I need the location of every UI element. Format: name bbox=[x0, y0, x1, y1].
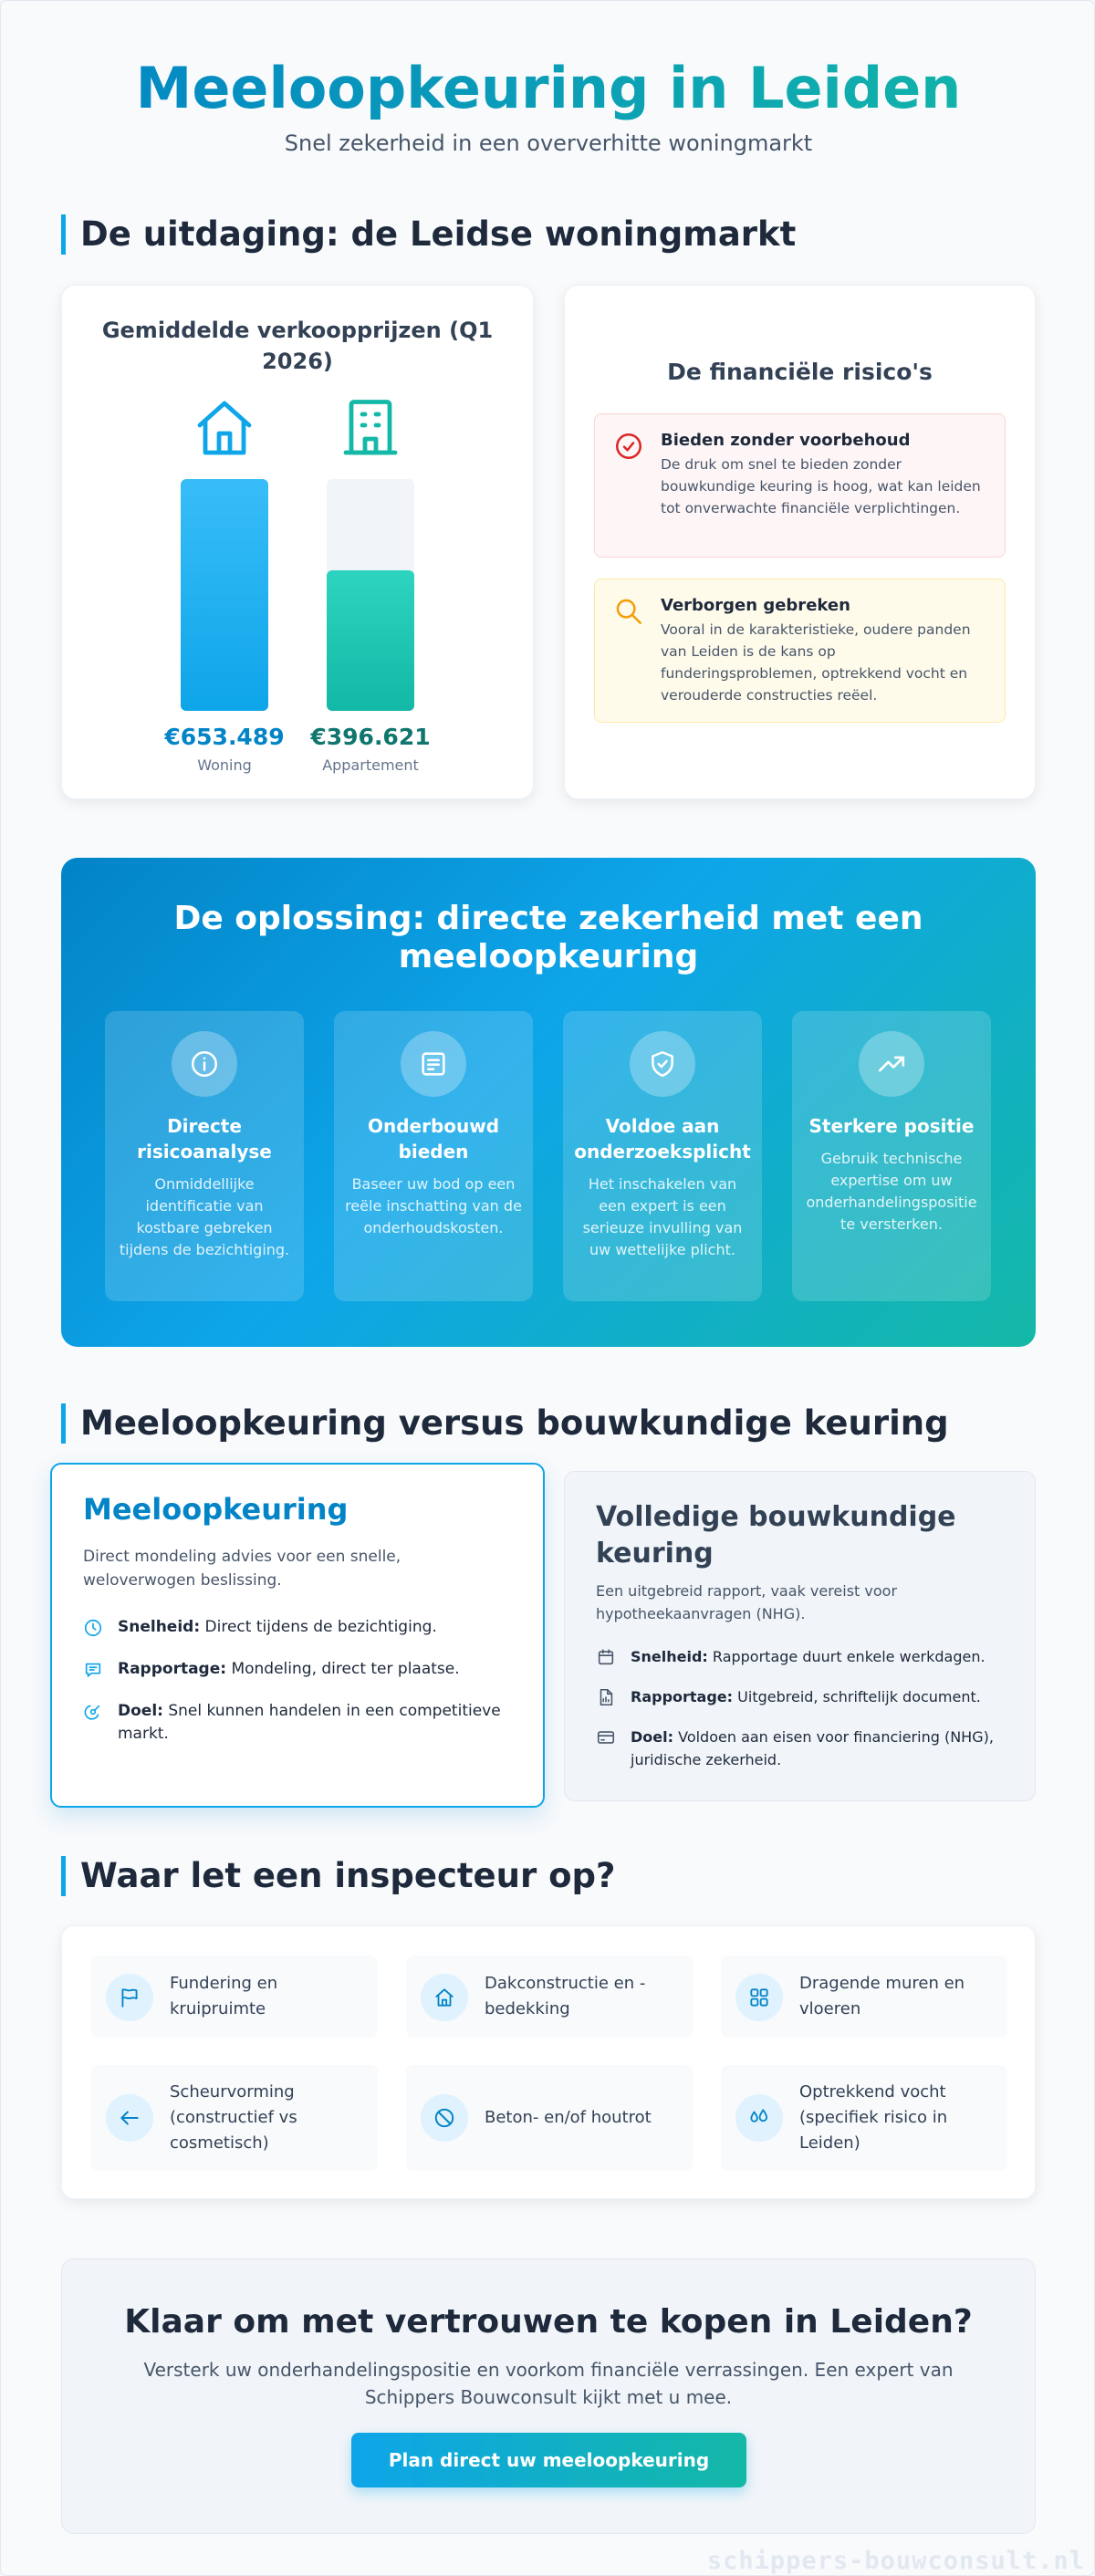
row-label: Snelheid: bbox=[118, 1618, 201, 1636]
page-title: Meeloopkeuring in Leiden bbox=[1, 54, 1095, 123]
comparison-row-rapportage bbox=[596, 1685, 1011, 1708]
solution-card-title: Directe risicoanalyse bbox=[137, 1115, 272, 1163]
comparison-card-title: Meeloopkeuring bbox=[83, 1492, 349, 1527]
plan-meeloopkeuring-button[interactable]: Plan direct uw meeloopkeuring bbox=[351, 2433, 746, 2487]
solution-card-text: Gebruik technische expertise om uw onderhandelingspositie te versterken. bbox=[806, 1150, 977, 1233]
info-icon bbox=[189, 1048, 220, 1079]
apartment-building-icon bbox=[338, 395, 403, 461]
grid-icon bbox=[747, 1986, 771, 2009]
row-text: Uitgebreid, schriftelijk document. bbox=[737, 1688, 981, 1705]
bar-track bbox=[181, 479, 268, 711]
comparison-row-snelheid bbox=[83, 1616, 519, 1639]
bar-woning bbox=[181, 479, 268, 711]
inspector-icon-circle bbox=[106, 1974, 153, 2021]
solution-icon-circle bbox=[401, 1031, 466, 1097]
section-heading-inspector: Waar let een inspecteur op? bbox=[61, 1856, 616, 1896]
comparison-card-bouwkundige-keuring bbox=[564, 1471, 1036, 1801]
credit-card-icon bbox=[596, 1727, 616, 1747]
cta-text: Versterk uw onderhandelingspositie en voorkom financiële verrassingen. Een expert van Schippers Bouwconsult kijkt met u mee. bbox=[143, 2359, 954, 2408]
ban-icon bbox=[433, 2106, 456, 2130]
house-icon bbox=[192, 395, 257, 461]
cta-title: Klaar om met vertrouwen te kopen in Leiden? bbox=[124, 2303, 973, 2341]
risk-item-bieden bbox=[594, 413, 1006, 558]
flag-icon bbox=[118, 1986, 141, 2009]
solution-card-title: Sterkere positie bbox=[808, 1115, 975, 1137]
droplets-icon bbox=[747, 2106, 771, 2130]
risk-title: Verborgen gebreken bbox=[661, 596, 850, 615]
solution-section bbox=[61, 858, 1036, 1347]
comparison-card-description: Een uitgebreid rapport, vaak vereist voor hypotheekaanvragen (NHG). bbox=[596, 1582, 898, 1622]
check-circle-icon bbox=[613, 431, 644, 462]
inspector-item-rot bbox=[406, 2065, 693, 2171]
inspector-checklist-card bbox=[61, 1925, 1036, 2199]
inspector-item-scheurvorming bbox=[91, 2065, 378, 2171]
solution-card-text: Onmiddellijke identificatie van kostbare gebreken tijdens de bezichtiging. bbox=[119, 1175, 290, 1258]
solution-card-text: Het inschakelen van een expert is een serieuze invulling van uw wettelijke plicht. bbox=[582, 1175, 743, 1258]
inspector-item-muren bbox=[721, 1955, 1007, 2038]
risk-title: Bieden zonder voorbehoud bbox=[661, 431, 911, 450]
trending-up-icon bbox=[876, 1048, 907, 1079]
risks-title: De financiële risico's bbox=[667, 359, 933, 385]
row-text: Mondeling, direct ter plaatse. bbox=[231, 1660, 460, 1678]
section-heading-challenge: De uitdaging: de Leidse woningmarkt bbox=[61, 214, 796, 255]
bar-category-label: Woning bbox=[197, 756, 252, 774]
comparison-row-doel bbox=[83, 1700, 519, 1746]
financial-risks-card bbox=[564, 285, 1036, 799]
site-watermark: schippers-bouwconsult.nl bbox=[706, 2547, 1085, 2575]
inspector-icon-circle bbox=[735, 1974, 783, 2021]
solution-heading: De oplossing: directe zekerheid met een meeloopkeuring bbox=[173, 900, 923, 975]
solution-card-title: Voldoe aan onderzoeksplicht bbox=[574, 1115, 751, 1163]
inspector-item-fundering bbox=[91, 1955, 378, 2038]
row-label: Doel: bbox=[631, 1728, 674, 1746]
row-text: Direct tijdens de bezichtiging. bbox=[204, 1618, 437, 1636]
risk-text: Vooral in de karakteristieke, oudere panden van Leiden is de kans op funderingsproblemen, optrekkend vocht en verouderde constructies reëel. bbox=[661, 621, 971, 704]
cta-section bbox=[61, 2258, 1036, 2534]
risk-item-gebreken bbox=[594, 579, 1006, 723]
comparison-row-doel bbox=[596, 1726, 1011, 1771]
inspector-item-label: Fundering en kruipruimte bbox=[170, 1974, 278, 2018]
page-subtitle: Snel zekerheid in een oververhitte woningmarkt bbox=[284, 130, 813, 156]
document-icon bbox=[418, 1048, 449, 1079]
chart-title: Gemiddelde verkoopprijzen (Q1 2026) bbox=[101, 318, 494, 374]
row-label: Snelheid: bbox=[631, 1648, 708, 1665]
shield-check-icon bbox=[647, 1048, 678, 1079]
solution-card-bieden bbox=[334, 1011, 533, 1301]
inspector-icon-circle bbox=[735, 2094, 783, 2142]
comparison-card-title: Volledige bouwkundige keuring bbox=[596, 1501, 956, 1570]
price-chart-card bbox=[61, 285, 534, 799]
bar-appartement bbox=[327, 570, 414, 711]
inspector-icon-circle bbox=[106, 2094, 153, 2142]
row-label: Doel: bbox=[118, 1702, 163, 1720]
inspector-item-label: Dragende muren en vloeren bbox=[799, 1974, 965, 2018]
row-text: Voldoen aan eisen voor financiering (NHG), juridische zekerheid. bbox=[631, 1728, 994, 1768]
calendar-icon bbox=[596, 1647, 616, 1667]
inspector-item-label: Beton- en/of houtrot bbox=[485, 2108, 652, 2127]
inspector-icon-circle bbox=[421, 2094, 468, 2142]
solution-icon-circle bbox=[172, 1031, 237, 1097]
bar-track bbox=[327, 479, 414, 711]
inspector-item-label: Dakconstructie en -bedekking bbox=[485, 1974, 646, 2018]
clock-icon bbox=[83, 1618, 103, 1638]
comparison-row-snelheid bbox=[596, 1645, 1011, 1668]
section-heading-comparison: Meeloopkeuring versus bouwkundige keuring bbox=[61, 1403, 949, 1444]
bar-category-label: Appartement bbox=[322, 756, 419, 774]
row-label: Rapportage: bbox=[631, 1688, 734, 1705]
inspector-item-label: Optrekkend vocht (specifiek risico in Leiden) bbox=[799, 2082, 948, 2153]
comparison-card-description: Direct mondeling advies voor een snelle, weloverwogen beslissing. bbox=[83, 1548, 402, 1590]
row-text: Rapportage duurt enkele werkdagen. bbox=[712, 1648, 986, 1665]
inspector-item-vocht bbox=[721, 2065, 1007, 2171]
inspector-item-label: Scheurvorming (constructief vs cosmetisch) bbox=[170, 2082, 297, 2153]
comparison-card-meeloopkeuring bbox=[50, 1463, 545, 1808]
arrow-left-icon bbox=[118, 2106, 141, 2130]
solution-icon-circle bbox=[859, 1031, 924, 1097]
solution-card-title: Onderbouwd bieden bbox=[367, 1115, 500, 1163]
inspector-item-dak bbox=[406, 1955, 693, 2038]
comparison-row-rapportage bbox=[83, 1658, 519, 1681]
file-icon bbox=[596, 1687, 616, 1707]
row-text: Snel kunnen handelen in een competitieve markt. bbox=[118, 1702, 501, 1743]
solution-icon-circle bbox=[630, 1031, 695, 1097]
risk-text: De druk om snel te bieden zonder bouwkundige keuring is hoog, wat kan leiden tot onverwachte financiële verplichtingen. bbox=[661, 456, 981, 516]
bar-value-label: €396.621 bbox=[310, 724, 431, 750]
row-label: Rapportage: bbox=[118, 1660, 227, 1678]
home-icon bbox=[433, 1986, 456, 2009]
solution-card-onderzoeksplicht bbox=[563, 1011, 762, 1301]
bar-value-label: €653.489 bbox=[164, 724, 285, 750]
solution-card-risicoanalyse bbox=[105, 1011, 304, 1301]
magnifier-icon bbox=[613, 596, 644, 627]
bar-column-woning bbox=[164, 395, 285, 774]
bar-column-appartement bbox=[310, 395, 431, 774]
target-icon bbox=[83, 1702, 103, 1722]
chat-icon bbox=[83, 1660, 103, 1680]
inspector-icon-circle bbox=[421, 1974, 468, 2021]
solution-card-text: Baseer uw bod op een reële inschatting van de onderhoudskosten. bbox=[345, 1175, 522, 1236]
solution-card-positie bbox=[792, 1011, 991, 1301]
